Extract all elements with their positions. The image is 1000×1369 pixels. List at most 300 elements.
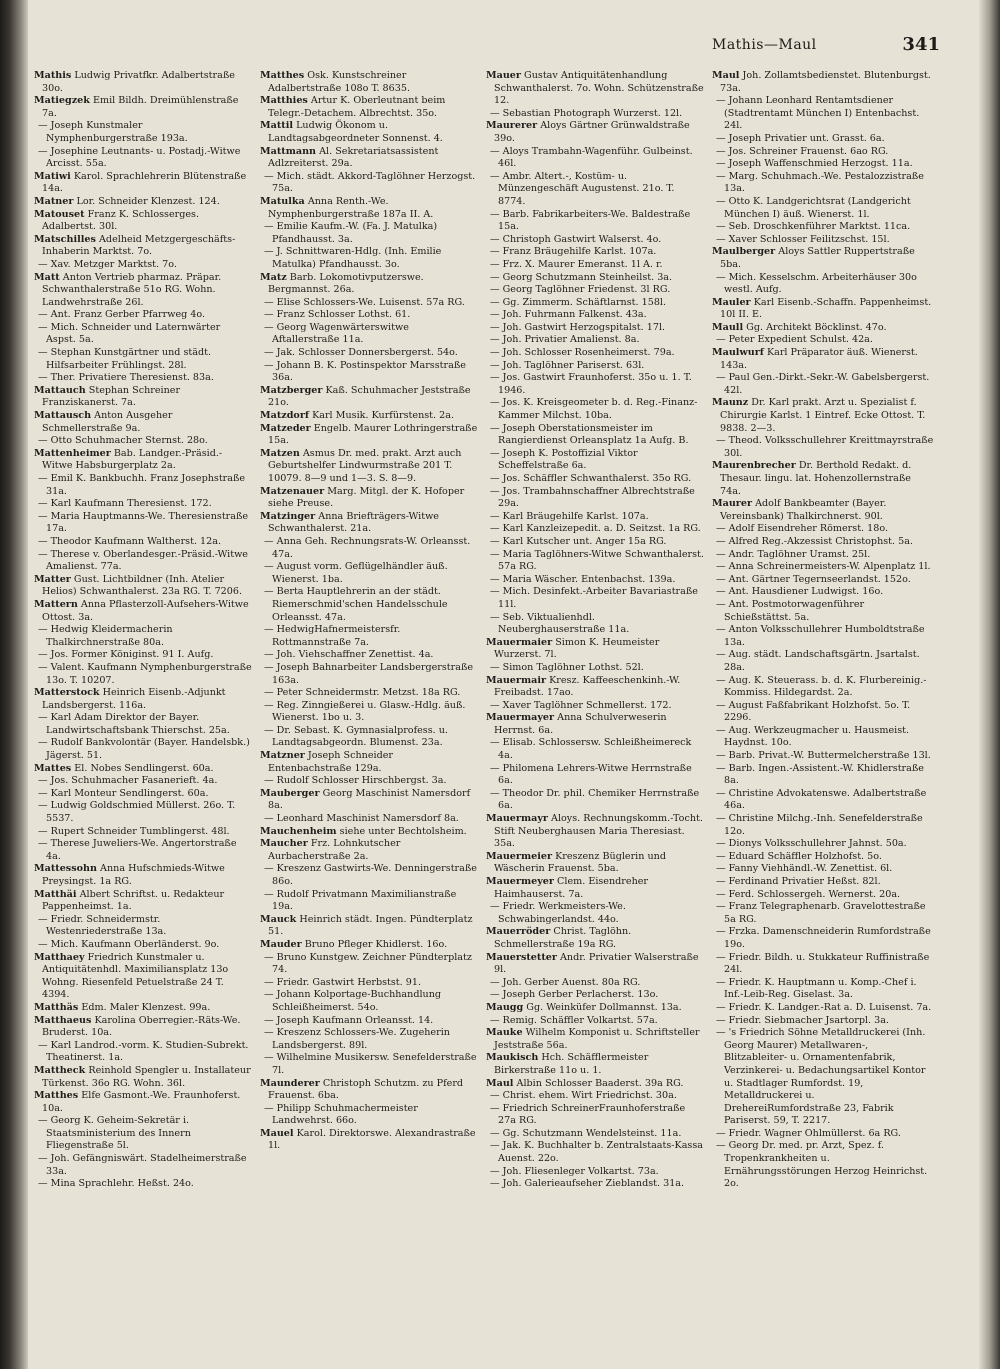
entry-details: Joh. Zollamtsbedienstet. Blutenburgst. 73a. — [720, 70, 931, 94]
entry-details: Gg. Weinküfer Dollmannst. 13a. — [526, 1001, 682, 1013]
directory-entry — [34, 309, 252, 322]
entry-details: Anton Ausgeher Schmellerstraße 9a. — [42, 410, 173, 434]
entry-details: — Anna Schreinermeisters-W. Alpenplatz 1l. — [716, 561, 931, 573]
directory-entry — [260, 196, 478, 221]
entry-details: Christ. Taglöhn. Schmellerstraße 19a RG. — [494, 926, 632, 950]
directory-entry — [712, 838, 934, 851]
entry-details: — Hedwig Kleidermacherin Thalkirchnerstraße 80a. — [38, 624, 173, 648]
entry-details: — Therese Juweliers-We. Angertorstraße 4a. — [38, 838, 237, 862]
directory-entry — [486, 146, 704, 171]
entry-details: — Ant. Postmotorwagenführer Schießstättst. 5a. — [716, 598, 865, 623]
entry-details: — Jos. Former Königinst. 91 I. Aufg. — [38, 649, 214, 661]
entry-details: — Theodor Dr. phil. Chemiker Herrnstraße 6a. — [490, 787, 700, 812]
directory-entry — [260, 536, 478, 561]
entry-details: — Karl Landrod.-vorm. K. Studien-Subrekt. Theatinerst. 1a. — [38, 1039, 249, 1064]
entry-details: — Joseph Bahnarbeiter Landsbergerstraße 163a. — [264, 661, 474, 686]
directory-entry — [260, 813, 478, 826]
entry-details: — Friedr. Werkmeisters-We. Schwabingerlandst. 44o. — [490, 901, 626, 925]
directory-entry — [34, 662, 252, 687]
entry-details: Georg Maschinist Namersdorf 8a. — [268, 787, 471, 812]
entry-details: — Joh. Gefängniswärt. Stadelheimerstraße 33a. — [38, 1153, 247, 1177]
entry-details: — Philipp Schuhmachermeister Landwehrst. 66o. — [264, 1102, 418, 1127]
entry-details: — 's Friedrich Söhne Metalldruckerei (Inh. Georg Maurer) Metallwaren-, Blitzableiter- u. Ornamentenfabrik, Verzinkerei- u. Bedachungsartikel Kontor u. Stadtlager Rumfordst. 19, Metalldruckerei u. DrehereiRumfordstraße 23, Fabrik Pariserst. 59, T. 2217. — [716, 1027, 926, 1127]
entry-details: Stephan Schreiner Franziskanerst. 7a. — [42, 384, 181, 409]
entry-details: Reinhold Spengler u. Installateur Türkenst. 36o RG. Wohn. 36l. — [42, 1064, 251, 1089]
entry-details: Aloys Gärtner Grünwaldstraße 39o. — [494, 120, 690, 144]
entry-details: — Mina Sprachlehr. Heßst. 24o. — [38, 1178, 194, 1190]
entry-details: Hch. Schäfflermeister Birkerstraße 11o u. 1. — [494, 1052, 649, 1076]
entry-details: Edm. Maler Klenzest. 99a. — [81, 1001, 211, 1013]
directory-entry — [34, 498, 252, 511]
directory-entry — [712, 272, 934, 297]
entry-details: Dr. Karl prakt. Arzt u. Spezialist f. Chirurgie Karlst. 1 Eintref. Ecke Ottost. T. 9838. 2—3. — [720, 397, 926, 434]
column-1 — [34, 70, 252, 1345]
entry-details: — Ant. Gärtner Tegernseerlandst. 152o. — [716, 573, 911, 585]
directory-entry — [712, 1128, 934, 1141]
entry-details: — Mich. Kesselschm. Arbeiterhäuser 30o westl. Aufg. — [716, 271, 917, 296]
directory-entry — [34, 272, 252, 310]
entry-details: — Jos. Schreiner Frauenst. 6ao RG. — [716, 145, 889, 157]
directory-entry — [34, 763, 252, 776]
directory-entry — [260, 649, 478, 662]
entry-details: Albert Schriftst. u. Redakteur Pappenheimst. 1a. — [42, 888, 225, 913]
entry-details: — Josephine Leutnants- u. Postadj.-Witwe Arcisst. 55a. — [38, 145, 241, 170]
entry-details: Engelb. Maurer Lothringerstraße 15a. — [268, 422, 478, 447]
directory-entry — [712, 700, 934, 725]
entry-details: — Marg. Schuhmach.-We. Pestalozzistraße 13a. — [716, 170, 924, 195]
entry-surname: Matthäs — [34, 1001, 79, 1013]
directory-entry — [34, 687, 252, 712]
entry-details: Karol. Direktorswe. Alexandrastraße 1l. — [268, 1127, 476, 1152]
directory-entry — [34, 952, 252, 1002]
directory-entry — [34, 574, 252, 599]
directory-entry — [712, 435, 934, 460]
entry-surname: Matthäi — [34, 888, 77, 900]
directory-entry — [34, 889, 252, 914]
entry-surname: Matulka — [260, 195, 305, 207]
directory-entry — [712, 851, 934, 864]
entry-details: Kaß. Schuhmacher Jeststraße 21o. — [268, 384, 471, 409]
directory-entry — [34, 624, 252, 649]
directory-entry — [712, 549, 934, 562]
directory-entry — [486, 788, 704, 813]
directory-entry — [712, 146, 934, 159]
directory-entry — [486, 1002, 704, 1015]
directory-entry — [486, 322, 704, 335]
entry-details: — Therese v. Oberlandesger.-Präsid.-Witwe Amalienst. 77a. — [38, 548, 248, 573]
entry-details: — Frz. X. Maurer Emeranst. 1l A. r. — [490, 258, 663, 270]
entry-details: Karl Musik. Kurfürstenst. 2a. — [312, 410, 454, 422]
directory-entry — [486, 989, 704, 1002]
directory-entry — [260, 700, 478, 725]
entry-details: — Joh. Gerber Auenst. 80a RG. — [490, 976, 641, 988]
directory-entry — [486, 272, 704, 285]
directory-entry — [712, 649, 934, 674]
entry-details: Joseph Schneider Entenbachstraße 129a. — [268, 750, 393, 774]
directory-entry — [34, 95, 252, 120]
entry-details: — Friedr. Schneidermstr. Westenriederstraße 13a. — [38, 913, 167, 938]
entry-details: Kreszenz Büglerin und Wäscherin Frauenst. 5ba. — [494, 850, 666, 875]
entry-details: Aloys. Rechnungskomm.-Tocht. Stift Neuberghausen Maria Theresiast. 35a. — [494, 813, 703, 850]
directory-entry — [486, 372, 704, 397]
directory-entry — [486, 876, 704, 901]
entry-details: — Georg K. Geheim-Sekretär i. Staatsministerium des Innern Fliegenstraße 5l. — [38, 1115, 191, 1152]
directory-entry — [712, 561, 934, 574]
column-2 — [260, 70, 478, 1345]
entry-details: — Karl Kanzleizepedit. a. D. Seitzst. 1a RG. — [490, 523, 701, 535]
entry-details: — Mich. Schneider und Laternwärter Aspst. 5a. — [38, 321, 221, 346]
entry-details: — Franz Schlosser Lothst. 61. — [264, 309, 411, 321]
directory-entry — [486, 423, 704, 448]
entry-details: — Mich. städt. Akkord-Taglöhner Herzogst. 75a. — [264, 170, 476, 195]
directory-entry — [34, 712, 252, 737]
directory-entry — [712, 297, 934, 322]
entry-details: — Andr. Taglöhner Uramst. 25l. — [716, 548, 871, 560]
entry-details: — Jos. Schäffler Schwanthalerst. 35o RG. — [490, 473, 692, 484]
entry-details: Andr. Privatier Walserstraße 9l. — [494, 951, 699, 976]
entry-details: — Joseph Kaufmann Orleansst. 14. — [264, 1014, 434, 1026]
entry-details: — Karl Bräugehilfe Karlst. 107a. — [490, 510, 649, 522]
entry-details: — Friedr. Siebmacher Jsartorpl. 3a. — [716, 1014, 890, 1026]
entry-details: — Seb. Viktualienhdl. Neuberghauserstraße 11a. — [490, 611, 630, 636]
entry-details: — Barb. Privat.-W. Buttermelcherstraße 13l. — [716, 750, 931, 762]
directory-entry — [260, 272, 478, 297]
entry-details: Frz. Lohnkutscher Aurbacherstraße 2a. — [268, 838, 401, 862]
entry-details: — Mich. Kaufmann Oberländerst. 9o. — [38, 938, 220, 950]
entry-details: — Ambr. Altert.-, Kostüm- u. Münzengeschäft Augustenst. 21o. T. 8774. — [490, 170, 675, 207]
entry-details: — Georg Schutzmann Steinheilst. 3a. — [490, 271, 673, 283]
directory-entry — [34, 372, 252, 385]
entry-surname: Maulberger — [712, 246, 776, 258]
directory-entry — [260, 360, 478, 385]
entry-details: — Dionys Volksschullehrer Jahnst. 50a. — [716, 838, 907, 850]
directory-entry — [486, 473, 704, 486]
entry-details: Barb. Lokomotivputzerswe. Bergmannst. 26a. — [268, 271, 424, 296]
directory-entry — [712, 372, 934, 397]
entry-details: — Valent. Kaufmann Nymphenburgerstraße 13o. T. 10207. — [38, 661, 252, 686]
entry-surname: Matner — [34, 195, 74, 207]
directory-entry — [486, 1027, 704, 1052]
directory-entry — [712, 1002, 934, 1015]
entry-details: — Aug. städt. Landschaftsgärtn. Jsartalst. 28a. — [716, 649, 920, 673]
entry-details: — Ant. Franz Gerber Pfarrweg 4o. — [38, 309, 206, 321]
directory-entry — [712, 171, 934, 196]
directory-entry — [486, 284, 704, 297]
directory-entry — [486, 523, 704, 536]
entry-surname: Matterstock — [34, 687, 100, 699]
entry-surname: Mauberger — [260, 787, 320, 799]
directory-entry — [486, 448, 704, 473]
directory-entry — [260, 322, 478, 347]
entry-details: — Aloys Trambahn-Wagenführ. Gulbeinst. 46l. — [490, 145, 693, 170]
entry-details: Clem. Eisendreher Haimhauserst. 7a. — [494, 876, 649, 900]
entry-details: Karol. Sprachlehrerin Blütenstraße 14a. — [42, 170, 247, 195]
entry-surname: Mattenheimer — [34, 447, 111, 459]
directory-entry — [712, 1140, 934, 1190]
directory-entry — [486, 574, 704, 587]
entry-details: Marg. Mitgl. der K. Hofoper siehe Preuse. — [268, 485, 465, 510]
directory-entry — [712, 725, 934, 750]
entry-details: Anna Briefträgers-Witwe Schwanthalerst. 21a. — [268, 510, 439, 535]
entry-details: — Ther. Privatiere Theresienst. 83a. — [38, 372, 214, 384]
directory-entry — [34, 322, 252, 347]
directory-entry — [34, 196, 252, 209]
entry-details: — Elisab. Schlossersw. Schleißheimereck 4a. — [490, 737, 692, 762]
directory-entry — [34, 838, 252, 863]
entry-details: Karl Präparator äuß. Wienerst. 143a. — [720, 347, 918, 371]
entry-details: Heinrich städt. Ingen. Pündterplatz 51. — [268, 913, 473, 938]
entry-details: — Georg Wagenwärterswitwe Aftallerstraße 11a. — [264, 321, 409, 346]
directory-entry — [260, 863, 478, 888]
directory-entry — [712, 397, 934, 435]
entry-details: Gustav Antiquitätenhandlung Schwanthalerst. 7o. Wohn. Schützenstraße 12. — [494, 70, 704, 107]
entry-surname: Mauck — [260, 913, 297, 925]
entry-details: — Karl Monteur Sendlingerst. 60a. — [38, 787, 209, 799]
entry-details: — Christ. ehem. Wirt Friedrichst. 30a. — [490, 1090, 677, 1102]
entry-surname: Mauerröder — [486, 926, 551, 938]
entry-details: — Franz Telegraphenarb. Gravelottestraße 5a RG. — [716, 901, 926, 925]
entry-details: Anna Pflasterzoll-Aufsehers-Witwe Ottost. 3a. — [42, 598, 249, 623]
directory-entry — [486, 360, 704, 373]
entry-surname: Mauler — [712, 296, 751, 308]
column-4 — [712, 70, 934, 1345]
entry-details: — Anna Geh. Rechnungsrats-W. Orleansst. 47a. — [264, 535, 471, 560]
entry-details: — Joseph Oberstationsmeister im Rangierdienst Orleansplatz 1a Aufg. B. — [490, 422, 689, 447]
directory-entry — [34, 914, 252, 939]
entry-surname: Mauder — [260, 938, 302, 950]
entry-details: — Peter Schneidermstr. Metzst. 18a RG. — [264, 687, 461, 699]
directory-entry — [486, 1090, 704, 1103]
directory-entry — [34, 1040, 252, 1065]
entry-details: Aloys Sattler Ruppertstraße 5ba. — [720, 246, 915, 270]
entry-surname: Mattauch — [34, 384, 86, 396]
directory-entry — [486, 586, 704, 611]
entry-details: — Ant. Hausdiener Ludwigst. 16o. — [716, 586, 884, 598]
directory-entry — [260, 775, 478, 788]
directory-entry — [712, 876, 934, 889]
directory-entry — [486, 612, 704, 637]
directory-entry — [712, 952, 934, 977]
directory-entry — [486, 486, 704, 511]
entry-details: — Franz Bräugehilfe Karlst. 107a. — [490, 246, 657, 258]
directory-entry — [712, 221, 934, 234]
directory-entry — [486, 108, 704, 121]
directory-entry — [486, 397, 704, 422]
entry-details: — Gg. Schutzmann Wendelsteinst. 11a. — [490, 1127, 682, 1139]
entry-details: — Maria Hauptmanns-We. Theresienstraße 17a. — [38, 510, 249, 535]
directory-entry — [486, 851, 704, 876]
entry-details: — Remig. Schäffler Volkartst. 57a. — [490, 1014, 658, 1026]
entry-details: — Kreszenz Gastwirts-We. Denningerstraße 86o. — [264, 863, 477, 887]
directory-entry — [712, 763, 934, 788]
directory-entry — [260, 410, 478, 423]
entry-surname: Mattmann — [260, 145, 317, 157]
entry-details: Albin Schlosser Baaderst. 39a RG. — [516, 1077, 684, 1089]
directory-entry — [486, 1140, 704, 1165]
entry-surname: Matschilles — [34, 233, 96, 245]
directory-entry — [486, 737, 704, 762]
entry-surname: Mattern — [34, 598, 78, 610]
directory-entry — [712, 863, 934, 876]
directory-entry — [712, 586, 934, 599]
entry-surname: Matzinger — [260, 510, 316, 522]
directory-entry — [34, 1178, 252, 1191]
entry-surname: Mauermayer — [486, 712, 555, 724]
entry-details: — Joh. Viehschaffner Zenettist. 4a. — [264, 649, 434, 661]
entry-details: — Friedr. Gastwirt Herbstst. 91. — [264, 976, 422, 988]
directory-entry — [486, 120, 704, 145]
directory-entry — [260, 952, 478, 977]
entry-surname: Matthaey — [34, 951, 85, 963]
directory-entry — [712, 750, 934, 763]
entry-surname: Maugg — [486, 1001, 524, 1013]
entry-details: Anna Renth.-We. Nymphenburgerstraße 187a II. A. — [268, 195, 434, 220]
entry-details: — Ferdinand Privatier Heßst. 82l. — [716, 876, 881, 887]
directory-entry — [486, 1015, 704, 1028]
entry-details: — Georg Dr. med. pr. Arzt, Spez. f. Tropenkrankheiten u. Ernährungsstörungen Herzog Heinrichst. 2o. — [716, 1140, 928, 1190]
entry-surname: Maurenbrecher — [712, 460, 796, 472]
entry-details: Gg. Architekt Böcklinst. 47o. — [746, 321, 887, 333]
directory-entry — [34, 234, 252, 259]
directory-entry — [486, 259, 704, 272]
entry-details: — Jak. Schlosser Donnersbergerst. 54o. — [264, 347, 458, 359]
entry-details: — Friedr. K. Hauptmann u. Komp.-Chef i. Inf.-Leib-Reg. Giselast. 3a. — [716, 976, 917, 1001]
directory-entry — [486, 334, 704, 347]
directory-entry — [712, 523, 934, 536]
entry-details: Wilhelm Komponist u. Schriftsteller Jeststraße 56a. — [494, 1027, 700, 1051]
entry-details: — Elise Schlossers-We. Luisenst. 57a RG. — [264, 296, 465, 308]
entry-details: — Johann B. K. Postinspektor Marsstraße 36a. — [264, 359, 466, 384]
page-edge-shadow — [978, 0, 1000, 1369]
column-3 — [486, 70, 704, 1345]
entry-surname: Maurer — [712, 498, 753, 510]
directory-entry — [486, 297, 704, 310]
entry-details: — Xaver Schlosser Feilitzschst. 15l. — [716, 233, 890, 245]
entry-details: — Bruno Kunstgew. Zeichner Pündterplatz 74. — [264, 951, 472, 976]
directory-entry — [260, 171, 478, 196]
directory-entry — [712, 1027, 934, 1128]
directory-entry — [712, 95, 934, 133]
entry-details: — Joseph Privatier unt. Grasst. 6a. — [716, 132, 885, 144]
directory-entry — [34, 800, 252, 825]
directory-entry — [486, 1166, 704, 1179]
entry-details: — Mich. Desinfekt.-Arbeiter Bavariastraße 11l. — [490, 586, 698, 610]
directory-entry — [486, 637, 704, 662]
entry-details: — Christine Advokatenswe. Adalbertstraße 46a. — [716, 787, 927, 812]
entry-details: Karl Eisenb.-Schaffn. Pappenheimst. 10l II. E. — [720, 296, 932, 321]
entry-details: — Philomena Lehrers-Witwe Herrnstraße 6a. — [490, 762, 692, 787]
entry-surname: Matzen — [260, 447, 300, 459]
directory-entry — [486, 234, 704, 247]
entry-details: Bruno Pfleger Khidlerst. 16o. — [304, 938, 448, 950]
directory-entry — [712, 599, 934, 624]
directory-entry — [486, 926, 704, 951]
entry-details: — Wilhelmine Musikersw. Senefelderstraße 7l. — [264, 1052, 477, 1076]
directory-entry — [260, 423, 478, 448]
directory-entry — [260, 1103, 478, 1128]
entry-surname: Matiegzek — [34, 95, 90, 107]
entry-details: — Jak. K. Buchhalter b. Zentralstaats-Kassa Auenst. 22o. — [490, 1140, 703, 1165]
directory-entry — [486, 1178, 704, 1191]
directory-entry — [34, 826, 252, 839]
entry-details: — Rudolf Bankvolontär (Bayer. Handelsbk.) Jägerst. 51. — [38, 737, 250, 762]
entry-details: — Joseph K. Postoffizial Viktor Scheffelstraße 6a. — [490, 447, 638, 472]
directory-entry — [712, 158, 934, 171]
entry-surname: Matzdorf — [260, 410, 310, 422]
entry-details: Al. Sekretariatsassistent Adlzreiterst. 29a. — [268, 145, 439, 170]
directory-entry — [712, 889, 934, 902]
directory-entry — [260, 1128, 478, 1153]
entry-surname: Matthes — [260, 70, 305, 81]
directory-entry — [34, 259, 252, 272]
directory-entry — [486, 536, 704, 549]
entry-details: — Jos. Gastwirt Fraunhoferst. 35o u. 1. T. 1946. — [490, 372, 692, 396]
entry-details: — Joh. Privatier Amalienst. 8a. — [490, 334, 640, 346]
entry-details: — Georg Taglöhner Friedenst. 3l RG. — [490, 284, 671, 296]
directory-entry — [34, 1065, 252, 1090]
entry-details: Dr. Berthold Redakt. d. Thesaur. lingu. lat. Hohenzollernstraße 74a. — [720, 460, 912, 497]
directory-entry — [712, 196, 934, 221]
page-header — [700, 34, 940, 60]
entry-details: Christoph Schutzm. zu Pferd Frauenst. 6ba. — [268, 1077, 464, 1102]
entry-details: — Joseph Waffenschmied Herzogst. 11a. — [716, 158, 913, 170]
entry-surname: Mauke — [486, 1027, 523, 1039]
entry-details: — HedwigHafnermeistersfr. Rottmannstraße 7a. — [264, 624, 401, 648]
directory-entry — [34, 863, 252, 888]
entry-details: — Friedr. Bildh. u. Stukkateur Ruffinistraße 24l. — [716, 951, 930, 976]
directory-entry — [260, 788, 478, 813]
entry-details: — Seb. Droschkenführer Marktst. 11ca. — [716, 221, 911, 233]
entry-details: — Theod. Volksschullehrer Kreittmayrstraße 30l. — [716, 435, 934, 459]
entry-surname: Maunderer — [260, 1077, 320, 1089]
entry-details: — Aug. K. Steuerass. b. d. K. Flurbereinig.-Kommiss. Hildegardst. 2a. — [716, 674, 927, 699]
entry-details: — Aug. Werkzeugmacher u. Hausmeist. Haydnst. 10o. — [716, 724, 910, 749]
entry-surname: Matzeder — [260, 422, 311, 434]
directory-entry — [486, 209, 704, 234]
directory-entry — [260, 511, 478, 536]
entry-details: Adolf Bankbeamter (Bayer. Vereinsbank) Thalkirchnerst. 90l. — [720, 498, 887, 522]
entry-details: Lor. Schneider Klenzest. 124. — [76, 195, 220, 207]
entry-surname: Matt — [34, 271, 60, 283]
entry-surname: Mattheck — [34, 1064, 86, 1076]
entry-details: — Theodor Kaufmann Waltherst. 12a. — [38, 535, 222, 547]
entry-surname: Mattes — [34, 762, 72, 774]
directory-entry — [34, 70, 252, 95]
directory-entry — [486, 675, 704, 700]
directory-entry — [260, 246, 478, 271]
entry-details: — Emil K. Bankbuchh. Franz Josephstraße 31a. — [38, 473, 246, 497]
entry-details: — Jos. Schuhmacher Fasanerieft. 4a. — [38, 775, 218, 787]
entry-details: siehe unter Bechtolsheim. — [339, 825, 467, 837]
entry-details: — Leonhard Maschinist Namersdorf 8a. — [264, 813, 459, 825]
directory-entry — [712, 334, 934, 347]
directory-entry — [260, 385, 478, 410]
directory-entry — [260, 889, 478, 914]
entry-details: — Rudolf Privatmann Maximilianstraße 19a. — [264, 888, 457, 913]
entry-details: — Rudolf Schlosser Hirschbergst. 3a. — [264, 775, 447, 787]
directory-entry — [34, 1153, 252, 1178]
entry-details: — Friedr. K. Landger.-Rat a. D. Luisenst. 7a. — [716, 1001, 932, 1013]
directory-entry — [260, 221, 478, 246]
directory-entry — [260, 309, 478, 322]
directory-entry — [486, 977, 704, 990]
entry-details: Anna Hufschmieds-Witwe Preysingst. 1a RG. — [42, 863, 225, 887]
directory-entry — [34, 1002, 252, 1015]
entry-details: — Barb. Fabrikarbeiters-We. Baldestraße 15a. — [490, 208, 691, 233]
directory-entry — [486, 246, 704, 259]
entry-details: — Frzka. Damenschneiderin Rumfordstraße 19o. — [716, 926, 931, 950]
directory-entry — [260, 624, 478, 649]
